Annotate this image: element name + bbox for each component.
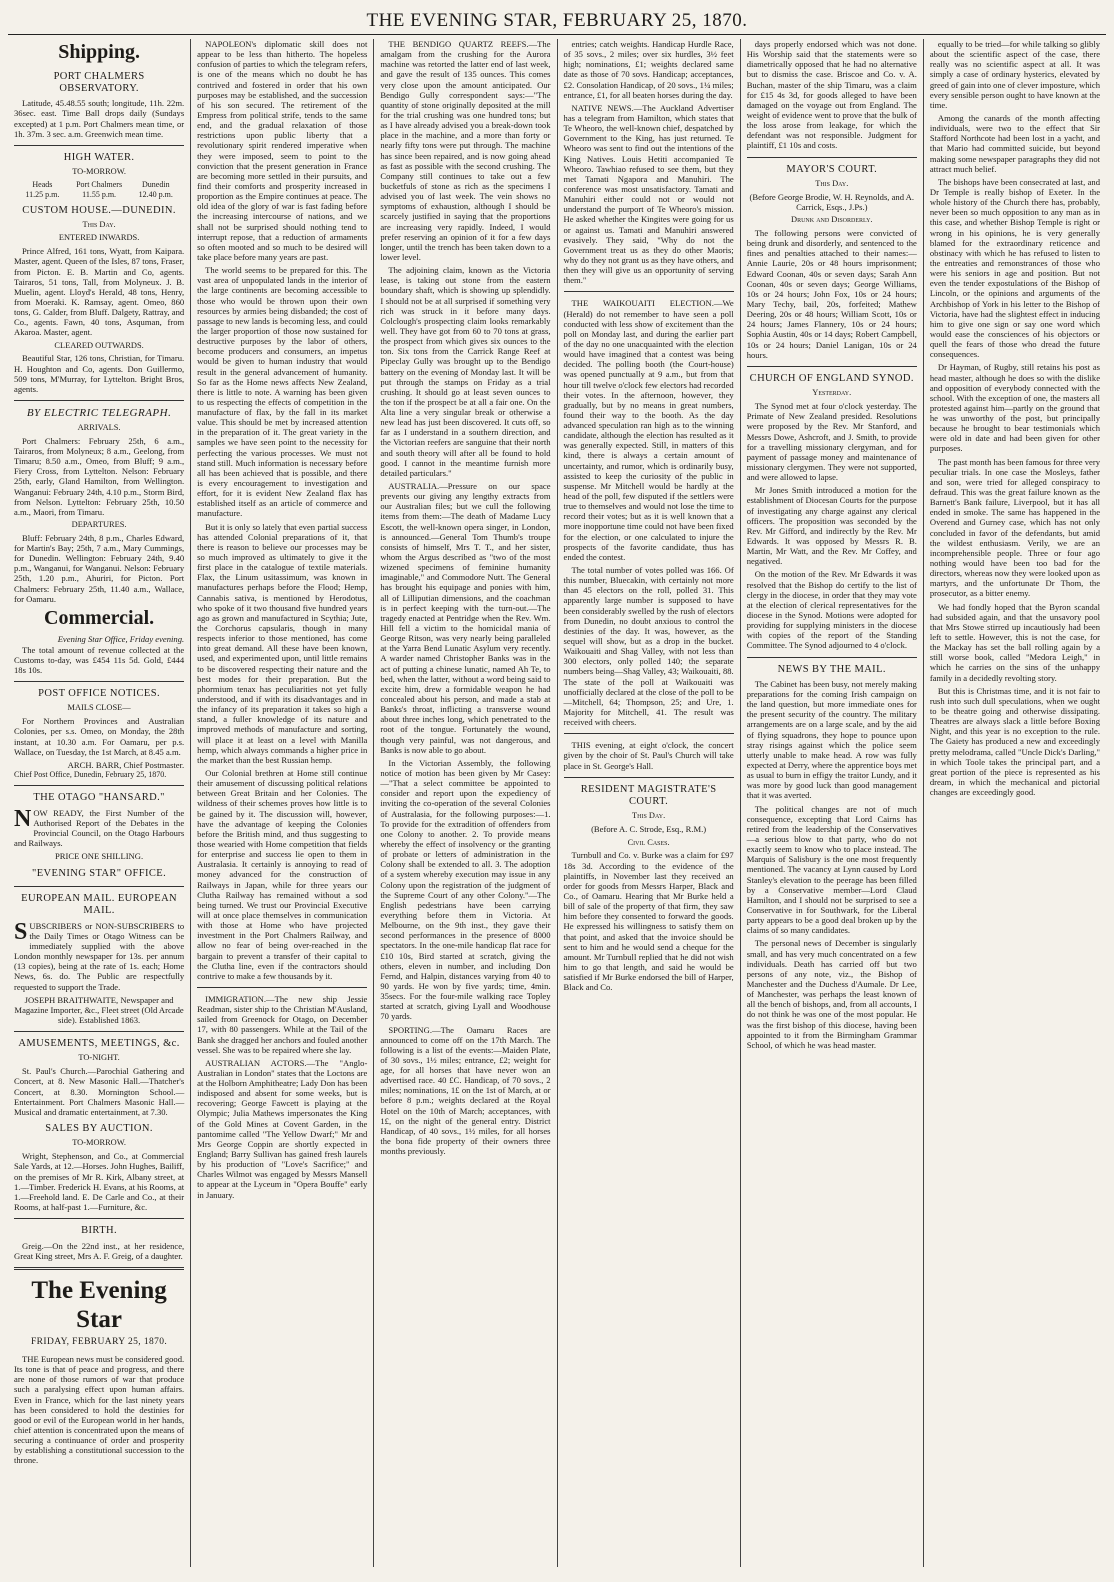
masthead: THE EVENING STAR, FEBRUARY 25, 1870. <box>8 6 1106 35</box>
resident-court-before: (Before A. C. Strode, Esq., R.M.) <box>591 824 707 835</box>
customs-heading: CUSTOM HOUSE.—DUNEDIN. <box>22 205 176 217</box>
divider <box>14 1218 184 1219</box>
divider <box>747 157 917 158</box>
customs-day: This Day. <box>82 220 116 230</box>
tonight-label: TO-NIGHT. <box>78 1053 120 1063</box>
post-office-signature: ARCH. BARR, Chief Postmaster. <box>67 759 185 770</box>
tomorrow-label: TO-MORROW. <box>72 167 126 177</box>
mail-paragraph: The Cabinet has been busy, not merely making preparations for the coming Irish campaign on the land question, but more immediate ones for the present security of the country. The military arrangements are on a large scale, and by the aid of flying squadrons, they hope to pounce upon stray risings against which the police seem utterly unable to make head. A row was fully expected at Derry, where the apprentice boys met as usual to burn in effigy the traitor Lundy, and it was more by good luck than good management that it was averted. <box>746 678 917 801</box>
hansard-heading: THE OTAGO "HANSARD." <box>33 792 165 804</box>
article-paragraph: NAPOLEON's diplomatic skill does not appear to be less than hitherto. The hopeless confusion of parties to which the telegram refers, is one of the means which no doubt he has contrived and fostered in order that his own purposes may be established, and the succession of his son secured. The retirement of the Empress from political strife, tends to the same end, and the gradual relaxation of those restrictions upon public liberty that a revolutionary spirit rendered imperative when they were imposed, seem to point to the conviction that the present generation in France are becoming more settled in their pursuits, and find their comforts and prosperity increased in proportion as the Empire continues at peace. The old idea of the glory of war is fast fading before the increasing intercourse of nations, and we shall not be surprised should nothing tend to interrupt repose, that a reduction of armaments so often mooted and so much to be desired will take place before many years are past. <box>197 39 368 262</box>
civil-case-paragraph: Turnbull and Co. v. Burke was a claim for £97 18s 3d. According to the evidence of the plaintiffs, in November last they received an order for goods from Messrs Harper, Black and Co., of Oamaru. Hearing that Mr Burke held a bill of sale of the property of that firm, they saw him before they consented to forward the goods. He expressed his willingness to satisfy them on that point, and asked that the invoice should be sent to him and he would send a cheque for the amount. Mr Turnbull replied that he did not wish him to go that length, and said he would be satisfied if Mr Burke endorsed the bill of Harper, Black and Co. <box>563 850 734 993</box>
european-mail-text: UBSCRIBERS or NON-SUBSCRIBERS to the Daily Times or Otago Witness can be immediately supplied with the above London monthly newspaper for 13s. per annum (13 copies), being at the rate of 1s. each; Home News, 6s. do. The Public are respectfully requested to support the Trade. <box>14 920 185 992</box>
birth-heading: BIRTH. <box>81 1225 118 1237</box>
australia-paragraph: In the Victorian Assembly, the following notice of motion has been given by Mr Casey:—"That a select committee be appointed to consider and report upon the expediency of inviting the co-operation of the several Colonies of Australasia, for the following purposes:—1. To provide for the extradition of offenders from one Colony to another. 2. To provide means whereby the effect of insolvency or the granting of probate or letters of administration in the Colony shall be extended to all. 3. The adoption of a system whereby execution may issue in any Colony upon the registration of the judgment of the Supreme Court of any other Colony."—The English pedestrians have been carrying everything before them in Victoria. At Melbourne, on the 9th inst., they gave their second performances in the presence of 8000 spectators. In the one-mile handicap flat race for £10 10s, Bird started at scratch, giving the others, eleven in number, and including Don Fernd, and Halpin, distances varying from 40 to 90 yards. He won by five yards; time, 4min. 35secs. For the four-mile walking race Topley started at scratch, giving Lyall and Woodhouse 70 yards. <box>380 757 551 1022</box>
cleared-text: Beautiful Star, 126 tons, Christian, for Timaru. H. Houghton and Co, agents. Don Guillermo, 509 tons, M'Murray, for Lyttelton. Bright Bros, agents. <box>14 353 185 394</box>
paper-date: FRIDAY, FEBRUARY 25, 1870. <box>30 1336 168 1347</box>
divider <box>14 785 184 786</box>
column-3 <box>374 39 557 1567</box>
divider <box>747 366 917 367</box>
synod-heading: CHURCH OF ENGLAND SYNOD. <box>749 372 914 384</box>
mail-continued-paragraph: But this is Christmas time, and it is not fair to rush into such dull speculations, when we ought to be theatre going and otherwise dissipating. Theatres are always slack a little before Boxing Night, and this year is no exception to the rule. The Gaiety has produced a new and exceedingly pretty melodrama, called "Uncle Dick's Darling," in which Toole takes the principal part, and a great portion of the piece is represented as his dream, in which the mechanical and pictorial changes are exceedingly good. <box>929 685 1101 798</box>
sales-tomorrow-label: TO-MORROW. <box>72 1138 126 1148</box>
post-office-text: For Northern Provinces and Australian Colonies, per s.s. Omeo, on Monday, the 28th instant, at 10.30 a.m. For Oamaru, per p.s. Wallace, on Tuesday, the 1st March, at 8.45 a.m. <box>14 716 185 757</box>
entered-text: Prince Alfred, 161 tons, Wyatt, from Kaipara. Master, agent. Queen of the Isles, 87 tons, Fraser, from Picton. E. B. Martin and Co, agents. Tairaros, 51 tons, Tall, from Molyneux. J. B. Muelin, agent. Lloyd's Herald, 48 tons, Henry, from Moeraki. K. Ramsay, agent. Omeo, 860 tons, G. Calder, from Bluff. Dalgety, Rattray, and Co., agents. Fawn, 40 tons, Asquman, from Akaroa. Master, agent. <box>14 246 185 338</box>
concert-paragraph: THIS evening, at eight o'clock, the concert given by the choir of St. Paul's Church will take place in St. George's Hall. <box>563 740 734 771</box>
post-office-date: Chief Post Office, Dunedin, February 25, 1870. <box>14 770 167 780</box>
column-1 <box>8 39 191 1567</box>
european-mail-heading: EUROPEAN MAIL. EUROPEAN MAIL. <box>21 892 178 917</box>
mayors-court-before: (Before George Brodie, W. H. Reynolds, and A. Carrick, Esqs., J.Ps.) <box>749 191 915 212</box>
hansard-price: PRICE ONE SHILLING. <box>55 851 144 862</box>
star-office-heading: "EVENING STAR" OFFICE. <box>32 867 167 879</box>
mail-continued-paragraph: Among the canards of the month affecting individuals, were two to the effect that Sir Stafford Northcote had been lost in a yacht, and that Mario had committed suicide, but beyond making some newspaper paragraphs they did not attract much belief. <box>929 112 1101 174</box>
divider <box>14 886 184 887</box>
column-4 <box>558 39 741 1567</box>
commercial-heading: Commercial. <box>44 606 155 629</box>
shipping-heading: Shipping. <box>58 41 140 63</box>
synod-paragraph: On the motion of the Rev. Mr Edwards it was resolved that the Bishop do certify to the list of clergy in the diocese, in order that they may vote at the election of clerical representatives for the diocese in the Synod. Motions were adopted for providing for supplying ministers in the diocese with copies of the report of the Standing Committee. The Synod adjourned to 4 o'clock. <box>746 569 917 651</box>
sales-heading: SALES BY AUCTION. <box>45 1123 153 1135</box>
birth-text: Greig.—On the 22nd inst., at her residence, Great King street, Mrs A. F. Greig, of a daughter. <box>14 1240 185 1261</box>
waikouaiti-election-paragraph: THE WAIKOUAITI ELECTION.—We (Herald) do not remember to have seen a poll conducted with less show of excitement than the poll on Monday last, and during the earlier part of the day no one unacquainted with the election would have imagined that a contest was being decided. The polling booth (the Court-house) was opened punctually at 9 a.m., but from that hour till twelve o'clock few electors had recorded their votes. In the afternoon, however, they gradually, but by no means in great numbers, found their way to the booth. As the day advanced speculation ran high as to the winning candidate, although the election has resulted as it was generally expected. Still, in matters of this kind, there is always a certain amount of uncertainty, and rumor, which is ordinarily busy, assisted to keep the curiosity of the public in suspense. Mr Mitchell would be hardly at the head of the poll, few disputed if the settlers were true to themselves and would not lose the time to record their votes; but as it is well known that a more inopportune time could not have been fixed for the election, or one calculated to injure the prospects of the favorite candidate, thus has ended the contest. <box>563 298 734 562</box>
australia-paragraph: AUSTRALIA.—Pressure on our space prevents our giving any lengthy extracts from our Australian files; but we cull the following items from them:—The death of Madame Lucy Escott, the well-known opera singer, in London, is announced.—General Tom Thumb's troupe consists of himself, Mrs T. T., and her sister, whom the Argus described as "two of the most wizened specimens of feminine humanity imaginable," and Commodore Nutt. The General has brought his equipage and ponies with him, all of Lilliputian dimensions, and the coachman is in perfect keeping with the turn-out.—The tragedy enacted at Pentridge when the Rev. Wm. Hill fell a victim to the homicidal mania of George Ritson, was very nearly being paralleled at the Yarra Bend Lunatic Asylum very recently. A warder named Christopher Banks was in the act of putting a chinese lunatic, named Ah Te, to bed, when the latter, without a word being said to excite him, drew a formidable weapon he had concealed about his person, and made a stab at Banks's throat, inflicting a transverse wound about three inches long, which penetrated to the root of the tongue. Fortunately the wound, though very painful, was not dangerous, and Banks is now able to go about. <box>380 481 551 755</box>
waikouaiti-election-paragraph: The total number of votes polled was 166. Of this number, Bluecakin, with certainly not more than 45 electors on the roll, polled 31. This apparently large number is supposed to have been considerably swelled by the rush of electors from Dunedin, no doubt anxious to control the destinies of the day. It was, however, as the sequel will show, but as a drop in the bucket. Waikouaiti and Shag Valley, with not less than 300 electors, only polled 140; the separate numbers being—Shag Valley, 43; Waikouaiti, 88. The state of the poll at Waikouaiti was unofficially declared at the close of the poll to be—Mitchell, 64; Thompson, 25; and Ure, 1. Majority for Mitchell, 41. The result was received with cheers. <box>563 565 734 728</box>
synod-paragraph: Mr Jones Smith introduced a motion for the establishment of Diocesan Courts for the purpose of investigating any charge against any clerical officers. The proposition was seconded by the Rev. Mr Gifford, and indirectly by the Rev. Mr Edwards. It was opposed by Messrs R. B. Martin, Mr Watt, and the Rev. Mr Coffey, and negatived. <box>746 485 917 567</box>
mail-continued-paragraph: Dr Hayman, of Rugby, still retains his post as head master, although he does so with the dislike and opposition of everybody connected with the school. With the exception of one, the masters all protested against him—partly on the ground that he was unworthy of the post, but principally because he brought to bear testimonials which were old in date and had been given for other purposes. <box>929 362 1101 454</box>
commercial-office: Evening Star Office, Friday evening. <box>57 634 185 645</box>
post-office-heading: POST OFFICE NOTICES. <box>38 688 161 700</box>
hansard-text: OW READY, the First Number of the Authorised Report of the Debates in the Provincial Council, on the Otago Harbours and Railways. <box>14 807 185 849</box>
article-paragraph: Our Colonial brethren at Home still continue their amusement of discussing political relations between Great Britain and her Colonies. The wildness of their schemes proves how little is to be gained by it. The discussion will, however, have the advantage of keeping the Colonies before the British mind, and thus suggesting to those wearied with Home competition that fields for enterprise and success lie open to them in Australasia. It certainly is annoying to read of money advanced for the construction of Railways in Japan, while for three years our Clutha Railway has remained without a sod being turned. We trust our Provincial Executive will at once place themselves in communication with those at Home who have projected investment in the Port Chalmers Railway, and allow no fear of being over-reached in the bargain to prevent a transfer of their capital to the Clutha line, even if the contractors should contrive to make a few thousands by it. <box>197 767 368 981</box>
mayors-court-heading: MAYOR'S COURT. <box>786 163 878 175</box>
divider <box>747 657 917 658</box>
immigration-paragraph: IMMIGRATION.—The new ship Jessie Readman, sister ship to the Christian M'Ausland, sailed from Greenock for Otago, on December 17, with 80 passengers. While at the Tail of the Bank she dragged her anchors and fouled another vessel. She was to be repaired where she lay. <box>197 993 368 1055</box>
court-continued-paragraph: days properly endorsed which was not done. His Worship said that the statements were so diametrically opposed that he had no alternative but to dismiss the case. Briscoe and Co. v. A. Buchan, master of the ship Timaru, was a claim for £15 4s 3d, for goods alleged to have been damaged on the voyage out from England. The weight of evidence went to prove that the bulk of the loss arose from leakage, for which the defendant was not responsible. Judgment for plaintiff, £1 10s and costs. <box>746 39 917 151</box>
bendigo-paragraph: THE BENDIGO QUARTZ REEFS.—The amalgam from the crushing for the Aurora machine was retorted the latter end of last week, and gave the result of 135 ounces. This comes very close upon the amount anticipated. Our Bendigo Gully correspondent says:—"The quantity of stone originally deposited at the mill for the trial crushing was one hundred tons; but as I have already advised you a break-down took place in the machine, and a more than forty or nearly fifty tons were put through. The machine has since been repaired, and is now going ahead as fast as possible with the second crushing. The Company still continues to take out a few bucketfuls of stone as rich as the specimens I advised you of last week. The vein shows no symptoms of exhaustion, although I should be scarcely justified in saying that the proportions are increasing very rapidly. Indeed, I would prefer reserving an opinion of it for a few days longer, until the trench has been taken down to a lower level. <box>380 39 551 262</box>
mail-continued-paragraph: We had fondly hoped that the Byron scandal had subsided again, and that the unsavory pool that Mrs Stowe stirred up incautiously had been left to settle. However, this is not the case, for the Mackay has set the ball rolling again by a still worse book, called "Medora Leigh," in which he carries on the sins of the unhappy family in a decidedly revolting story. <box>929 601 1101 683</box>
mail-paragraph: The personal news of December is singularly small, and has very much concentrated on a few individuals. Death has carried off but two persons of any note, viz., the Bishop of Manchester and the Duchess d'Aumale. Dr Lee, of Manchester, was perhaps the least known of all the bench of bishops, and, from all accounts, I do not think he was one of the most popular. He was the first bishop of this diocese, having been appointed to it from the Birmingham Grammar School, of which he was head master. <box>746 938 917 1050</box>
tide-heads: Heads 11.25 p.m. <box>25 180 60 199</box>
column-2 <box>191 39 374 1567</box>
amusements-heading: AMUSEMENTS, MEETINGS, &c. <box>18 1038 180 1050</box>
arrivals-label: ARRIVALS. <box>77 422 121 432</box>
article-paragraph: But it is only so lately that even partial success has attended Colonial preparations of it, that there is reason to believe our processes may be so much improved as ultimately to give it the first place in the catalogue of textile materials. Flax, the Linum usitassimum, was known in manufactures perhaps before the Flood; Hemp, Cannabis sativa, is mentioned by Herodotus, who spoke of it two thousand five hundred years ago as grown and manufactured in Scythia; Jute, the Corchorus capsularis, though in many respects inferior to those mentioned, has come into great demand. All these have been known, used, and experimented upon, until little remains to be discovered respecting their nature and the best modes for their preparation. But the phormium tenax has peculiarities not yet fully understood, and if with its disadvantages and in the infancy of its preparation it takes so high a stand, a fuller knowledge of its nature and improved methods of manufacture and sorting, will place it at least on a level with Manilla hemp, which always commands a higher price in the market than the best Russian hemp. <box>197 521 368 765</box>
column-5 <box>741 39 924 1567</box>
departures-label: DEPARTURES. <box>71 519 127 529</box>
divider <box>564 733 734 734</box>
sporting-paragraph: SPORTING.—The Oamaru Races are announced to come off on the 17th March. The following is a list of the events:—Maiden Plate, of 30 sovs., 1½ miles; entrance, £2; weight for age, for all horses that have never won an advertised race. 40 £C. Handicap, of 70 sovs., 2 miles; nominations, 1£ on the 1st of March, at or before 8 p.m.; weights declared at the Royal Hotel on the 10th of March; acceptances, with 1£, on the night of the general entry. District Handicap, of 40 sovs., 1½ miles, for all horses the bona fide property of their owners three months previously. <box>380 1024 551 1157</box>
resident-court-heading: RESIDENT MAGISTRATE'S COURT. <box>580 783 717 808</box>
leader-text: THE European news must be considered good. Its tone is that of peace and progress, and there are none of those rumors of war that produce such a paralysing effect upon human affairs. Even in France, which for the last ninety years has been considered to hold the destinies for good or evil of the European world in her hands, chief attention is concentrated upon the means of securing a continuance of order and prosperity by establishing a constitutional succession to the throne. <box>14 1354 185 1466</box>
observatory-text: Latitude, 45.48.55 south; longitude, 11h. 22m. 36sec. east. Time Ball drops daily (Sundays excepted) at 1 p.m. Port Chalmers mean time, or 1h. 37m. 3 sec. a.m. Greenwich mean time. <box>14 98 185 139</box>
resident-court-day: This Day. <box>632 811 666 821</box>
divider <box>564 777 734 778</box>
arrivals-text: Port Chalmers: February 25th, 6 a.m., Tairaros, from Molyneux; 8 a.m., Geelong, from Timaru; 8.50 a.m., Omeo, from Bluff; 9 a.m., Fiery Cross, from Lyttelton. Nelson: February 25th, early, Gland Hamilton, from Wellington. Wanganui: February 24th, 4.10 p.m., Storm Bird, from Nelson. Lyttelton: February 25th, 10.50 a.m., Maori, from Timaru. <box>14 435 185 517</box>
european-mail-signature: JOSEPH BRAITHWAITE, Newspaper and Magazine Importer, &c., Fleet street (Old Arcade side). Established 1863. <box>14 994 184 1025</box>
departures-text: Bluff: February 24th, 8 p.m., Charles Edward, for Martin's Bay; 25th, 7 a.m., Mary Cummings, for Dunedin. Wellington: February 24th, 9.40 p.m., Wanganui, for Wanganui. Nelson: February 25th, 1.20 p.m., Ahuriri, for Picton. Port Chalmers: February 25th, 11.40 a.m., Wallace, for Oamaru. <box>14 532 185 604</box>
synod-paragraph: The Synod met at four o'clock yesterday. The Primate of New Zealand presided. Resolutions were proposed by the Rev. Mr Stanford, and Messrs Dowe, Ashcroft, and J. Smith, to provide for a travelling missionary clergyman, and for payment of passage money and maintenance of missionary clergymen. They were not supported, and were allowed to lapse. <box>746 401 917 483</box>
commercial-text: The total amount of revenue collected at the Customs to-day, was £454 11s 5d. Gold, £444 18s 10s. <box>14 644 185 675</box>
observatory-heading: PORT CHALMERS OBSERVATORY. <box>53 70 145 94</box>
amusements-text: St. Paul's Church.—Parochial Gathering and Concert, at 8. New Masonic Hall.—Thatcher's Concert, at 8.30. Mornington School.—Entertainment. Port Chalmers Masonic Hall.—Musical and dramatic entertainment, at 7.30. <box>14 1066 185 1117</box>
article-paragraph: The world seems to be prepared for this. The vast area of unpopulated lands in the interior of the large continents are becoming accessible to those who would be thrown upon their own resources by armies being disbanded; the cost of passage to new lands is becoming less, and could the larger proportion of those now sustained for destructive purposes by the labor of others, become producers and consumers, an impetus would be given to human industry that would result in the general advancement of humanity. So far as the Home news affects New Zealand, there is little to note. A warning has been given to us respecting the effects of competition in the manufacture of flax, by the fall in its market value. This should be met by increased attention in the preparation of it. The great variety in the samples we have seen point to the necessity for perfecting the various processes. We must not stand still. Much information is necessary before all has been achieved that is possible, and there is every encouragement to investigation and effort, for it is evident New Zealand flax has established itself as an article of commerce and manufacture. <box>197 265 368 519</box>
divider <box>14 1267 184 1270</box>
tide-dunedin: Dunedin 12.40 p.m. <box>138 180 173 199</box>
sales-text: Wright, Stephenson, and Co., at Commercial Sale Yards, at 12.—Horses. John Hughes, Bailiff, on the premises of Mr R. Kirk, Albany street, at 1.—Timber. Frederick H. Evans, at his Rooms, at 1.—Freehold land. E. De Carle and Co., at their Rooms, at half-past 1.—Furniture, &c. <box>14 1151 185 1213</box>
mayors-court-day: This Day. <box>815 178 849 188</box>
entered-inwards-label: ENTERED INWARDS. <box>58 233 140 243</box>
divider <box>564 291 734 292</box>
mail-continued-paragraph: The bishops have been consecrated at last, and Dr Temple is really bishop of Exeter. In the whole history of the Church there has, probably, never been so much opposition to any man as in this case, and whether Bishop Temple is right or wrong in his opinions, he is very generally blamed for the extraordinary reticence and obstinacy with which he has refused to listen to the entreaties and remonstrances of those who were his seniors in age and position. But not even the tender expostulations of the Bishop of Lincoln, or the opinions and arguments of the Archbishop of York in his letter to the Bishop of Victoria, have had the slightest effect in inducing him to give one sign or say one word which would ease the consciences of his objectors or quell the fears of those who dread the future consequences. <box>929 176 1101 360</box>
drop-cap-n: N <box>14 805 32 832</box>
cleared-outwards-label: CLEARED OUTWARDS. <box>54 340 144 350</box>
bendigo-paragraph: The adjoining claim, known as the Victoria lease, is taking out stone from the eastern boundary shaft, which is showing up splendidly. I should not be at all surprised if something very rich was struck in it before many days. Colclough's prospecting claim looks remarkably well. They have got from 60 to 70 tons at grass, the prospect from which gives six ounces to the ton. Six tons from the Carrick Range Reef at Pipeclay Gully was brought up to the Bendigo battery on the evening of Monday last. It will be put through the stamps on Friday as a trial crushing. It should go at least seven ounces to the ton if the prospect be at all a fair one. On the Alta line a very singular break or otherwise a new lead has just been discovered. It cuts off, so far as I understand in a southern direction, and the Victorian reefers are sanguine that their north and south theory will after all be found to hold good. I cannot in the meantime furnish more detailed particulars." <box>380 265 551 478</box>
divider <box>14 1031 184 1032</box>
australian-actors-paragraph: AUSTRALIAN ACTORS.—The "Anglo-Australian in London" states that the Loctons are at the Holborn Amphitheatre; Lady Don has been indisposed and absent for some weeks, but is recovering; George Fawcett is playing at the Olympic; Julia Mathews impersonates the King of the Gold Mines at Covent Garden, in the pantomime called "The Yellow Dwarf;" Mr and Mrs George Coppin are shortly expected in England; Barry Sullivan has gained fresh laurels by his production of "Love's Sacrifice;" and Charles Wilmot was engaged by Messrs Mansell to appear at the Lyceum in "Opera Bouffe" early in January. <box>197 1057 368 1200</box>
synod-day: Yesterday. <box>812 388 852 398</box>
divider <box>14 681 184 682</box>
drop-cap-s: S <box>14 918 28 945</box>
divider <box>197 987 367 988</box>
column-6 <box>924 39 1106 1567</box>
high-water-heading: HIGH WATER. <box>63 151 135 163</box>
mail-continued-paragraph: The past month has been famous for three very peculiar trials. In one case the Mosleys, father and son, were tried for alleged conspiracy to defraud. This was the great failure known as the Barnett's Bank failure, Liverpool, but it has all ended in smoke. The same has happened in the Overend and Gurney case, which has not only concluded in favor of the defendants, but amid the wildest enthusiasm. Verily, we are an incomprehensible people. Three or four ago nothing would have been too bad for the directors, whereas now they were looked upon as martyrs, and the unfortunate Dr Thom, the prosecutor, as a bitter enemy. <box>929 456 1101 599</box>
drunk-disorderly-label: Drunk and Disorderly. <box>791 215 873 225</box>
columns <box>8 39 1106 1567</box>
telegraph-heading: BY ELECTRIC TELEGRAPH. <box>26 406 172 419</box>
tide-table <box>14 180 184 199</box>
mails-close-label: MAILS CLOSE— <box>67 703 131 713</box>
news-by-mail-heading: NEWS BY THE MAIL. <box>777 663 886 675</box>
mail-paragraph: The political changes are not of much consequence, excepting that Lord Cairns has retired from the leadership of the Conservatives—a serious blow to that party, who do not exactly seem to know who to place instead. The Marquis of Salisbury is the one most frequently mentioned. The vacancy at Lynn caused by Lord Stanley's elevation to the peerage has been filled by a Conservative member—Lord Claud Hamilton, and I should not be surprised to see a Conservative in for Southwark, for the Liberal party appears to be a good deal broken up by the claims of so many candidates. <box>746 803 917 936</box>
civil-cases-label: Civil Cases. <box>627 837 670 847</box>
divider <box>14 145 184 146</box>
paper-title: The Evening Star <box>31 1276 167 1334</box>
sporting-continued-paragraph: entries; catch weights. Handicap Hurdle Race, of 35 sovs., 2 miles; over six hurdles, 3½ feet high; nominations, £1; weights declared same date as those of 70 sovs. Handicap; acceptances, £2. Consolation Handicap, of 20 sovs., 1¼ miles; entrance, £1, for all beaten horses during the day. <box>563 39 734 100</box>
tide-port-chalmers: Port Chalmers 11.55 p.m. <box>76 180 123 199</box>
mail-continued-paragraph: equally to be tried—for while talking so glibly about the scientific aspect of the case, there really was no scientific aspect at all. It was simply a case of ordinary hysterics, elevated by greed of gain into one of clever imposture, which every sensible person ought to have known at the time. <box>929 39 1101 110</box>
native-news-paragraph: NATIVE NEWS.—The Auckland Advertiser has a telegram from Hamilton, which states that Te Wheoro, the well-known chief, despatched by Government to the King, has just returned. Te Wheoro was sent to find out the intentions of the King Natives. Louis Hetiti accompanied Te Wheoro. Tawhiao refused to see them, but they met Tamati Ngapora and Manuhiri. The conference was most unsatisfactory. Tamati and Manuhiri either could not or would not understand the purport of Te Wheoro's mission. He asked whether the Kingites were going for us or against us. Tamati and Manuhiri answered evasively. They said, "Why do not the Government treat us as they do other Maoris; why do they not grant us as they have others, and then they will give us an opportunity of serving them." <box>563 102 734 286</box>
divider <box>14 400 184 401</box>
mayors-court-text: The following persons were convicted of being drunk and disorderly, and sentenced to the fines and penalties attached to their names:—Annie Laurie, 20s or 48 hours imprisonment; Edward Coonan, 40s or seven days; Sarah Ann Coonan, 40s or seven days; George Williams, 10s or 24 hours; John Fox, 10s or 24 hours; Mary Techy, bail, 20s, forfeited; Mathew Deering, 20s or 48 hours; William Scott, 10s or 24 hours; James Flannery, 10s or 24 hours; Sophia Austin, 40s or 14 days; Robert Campbell, 10s or 24 hours; Daniel Lanigan, 10s or 24 hours. <box>746 228 917 360</box>
